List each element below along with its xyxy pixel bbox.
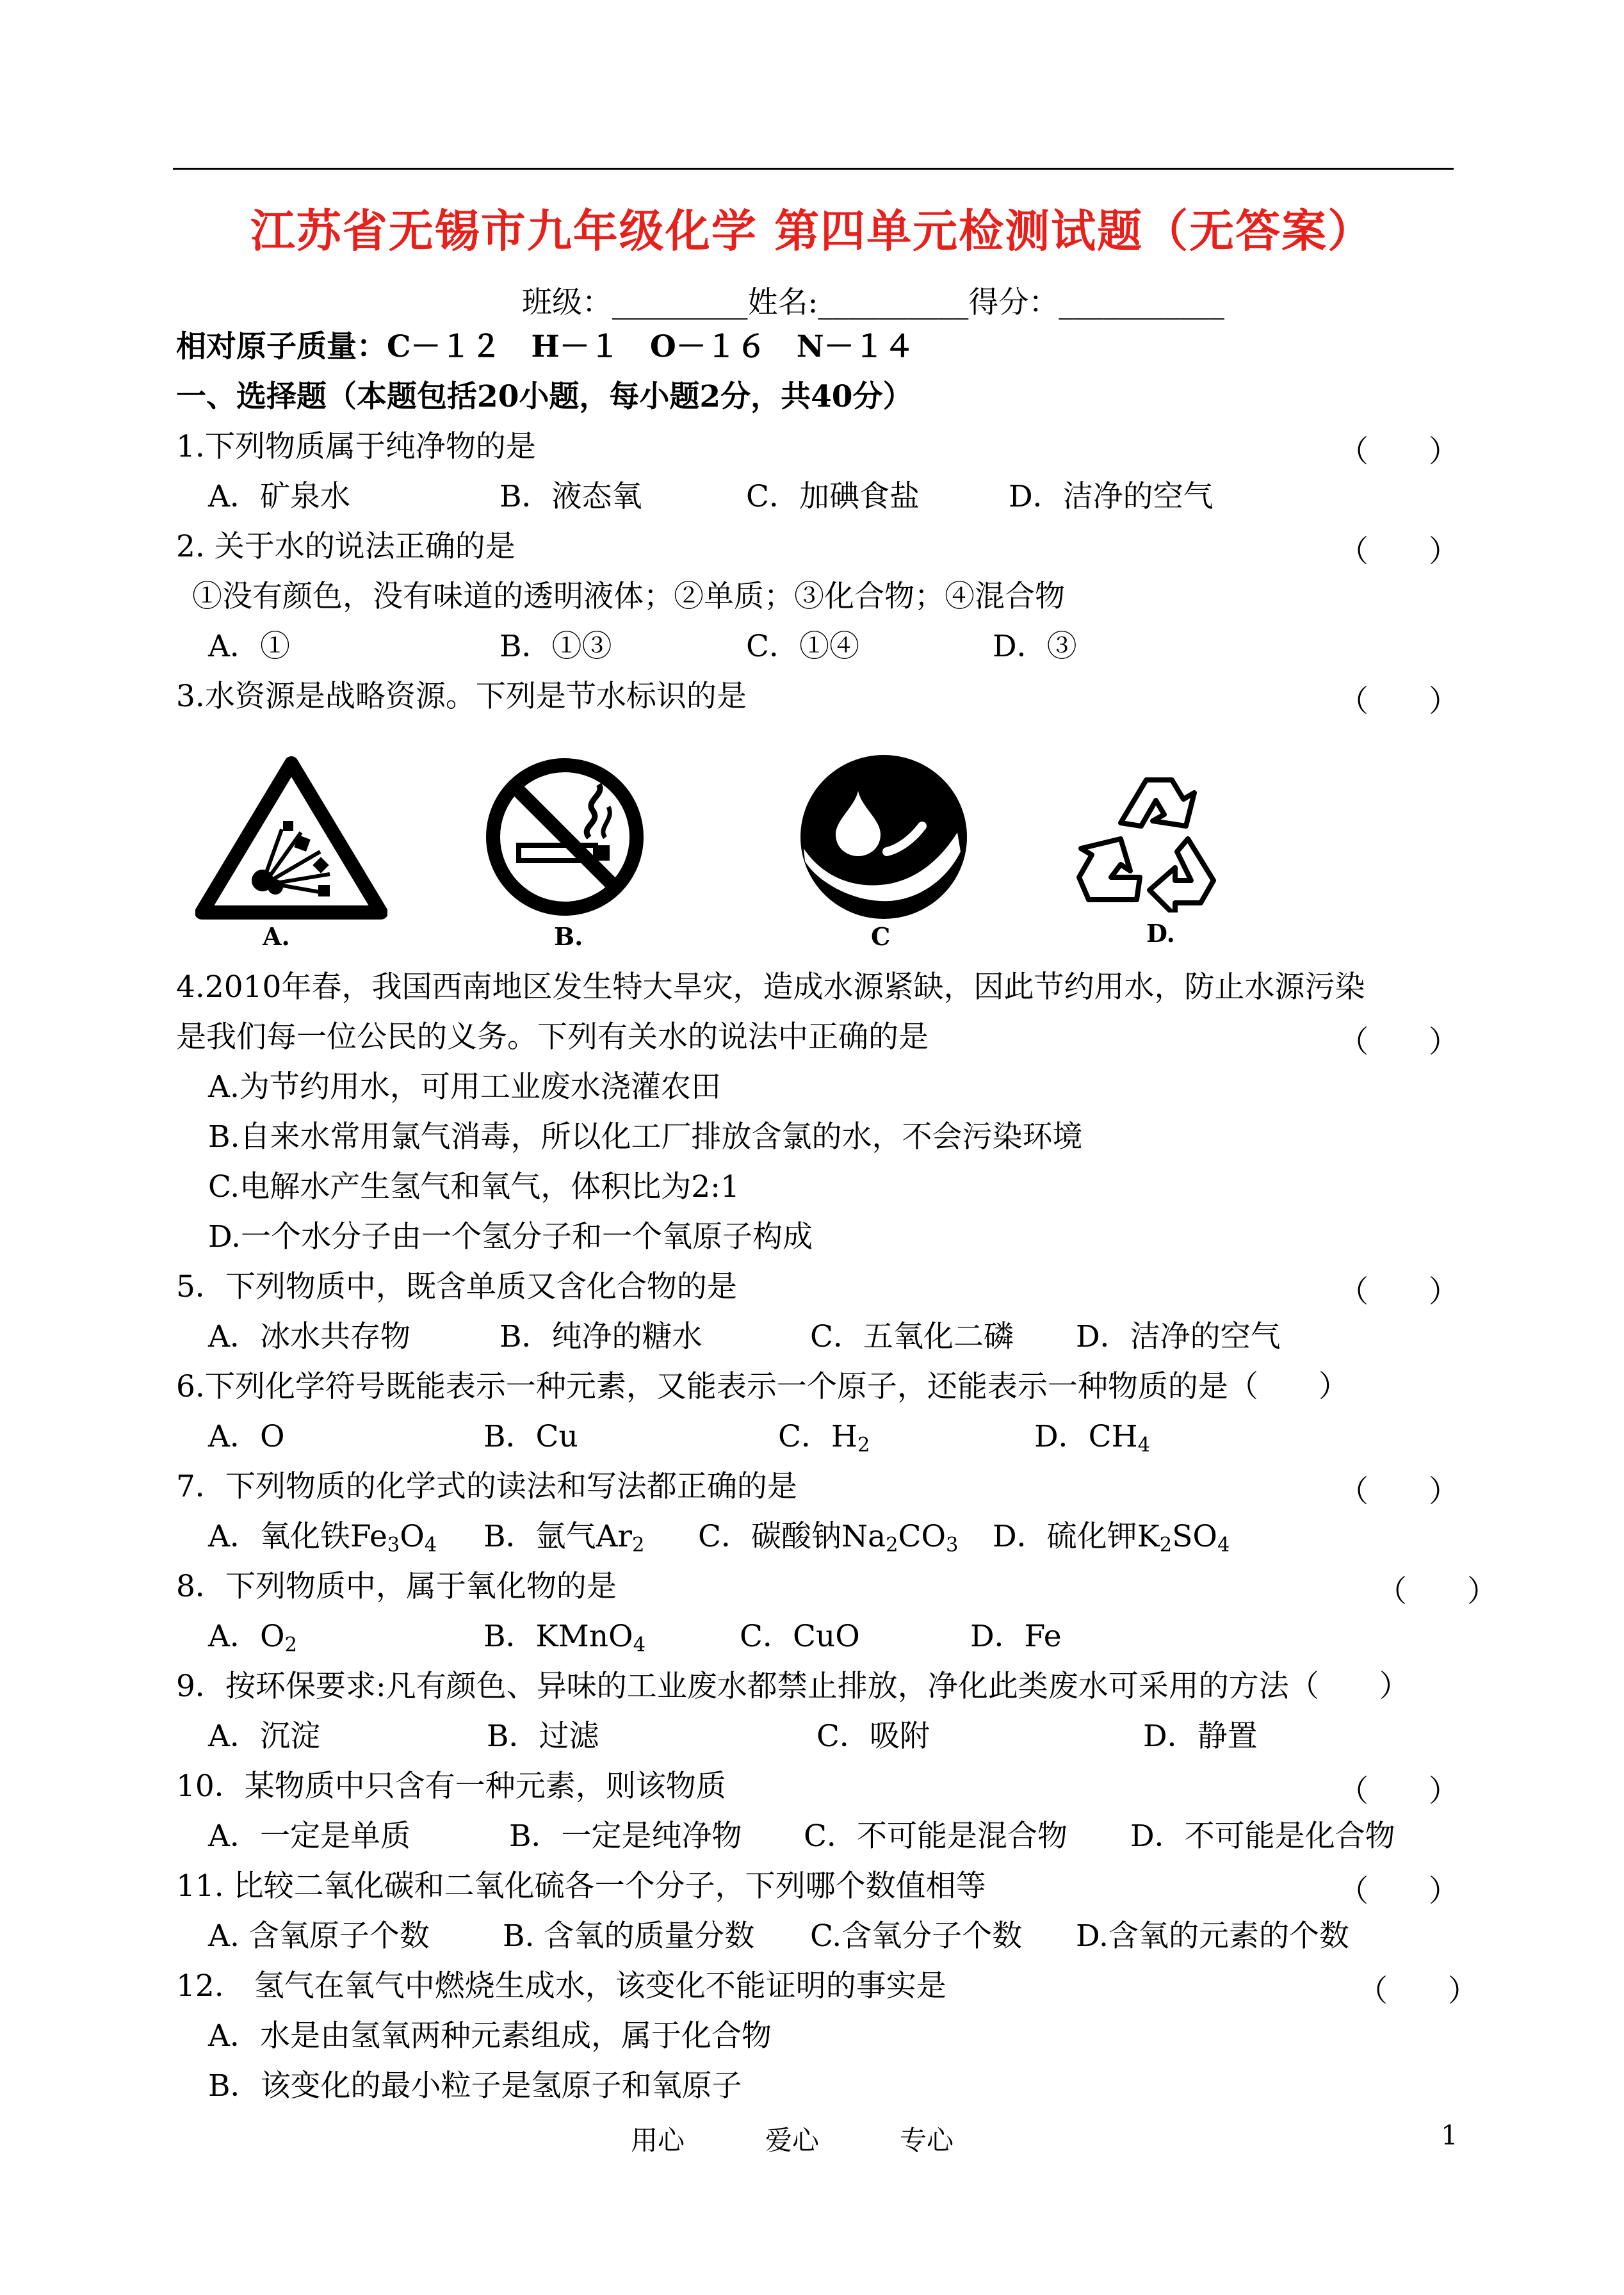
q9-option-c: C．吸附	[816, 1719, 930, 1754]
q1-option-b: B．液态氧	[499, 479, 642, 514]
q2-option-a: A．①	[208, 629, 290, 664]
q6-option-d: D．$CH_4$	[1034, 1419, 1151, 1457]
question-1-stem: 1.下列物质属于纯净物的是	[176, 429, 536, 464]
q6-option-c: C．$H_2$	[778, 1419, 870, 1457]
question-6-stem: 6.下列化学符号既能表示一种元素，又能表示一个原子，还能表示一种物质的是（ ）	[176, 1369, 1349, 1404]
q7-option-a: A．氧化铁$Fe_3O_4$	[208, 1519, 437, 1557]
answer-paren: （ ）	[1338, 1474, 1459, 1509]
question-8-stem: 8．下列物质中，属于氧化物的是	[176, 1569, 617, 1604]
answer-paren: （ ）	[1338, 1274, 1459, 1310]
answer-paren: （ ）	[1338, 684, 1459, 719]
q12-option-b: B．该变化的最小粒子是氢原子和氧原子	[208, 2068, 742, 2104]
q4-option-d: D.一个水分子由一个氢分子和一个氧原子构成	[208, 1219, 813, 1254]
q1-option-d: D．洁净的空气	[1009, 479, 1214, 514]
q12-option-a: A．水是由氢氧两种元素组成，属于化合物	[208, 2018, 772, 2054]
q8-option-b: B．KMnO$_4$	[483, 1619, 646, 1657]
question-2-stem: 2. 关于水的说法正确的是	[176, 529, 516, 564]
question-10-stem: 10．某物质中只含有一种元素，则该物质	[176, 1769, 726, 1804]
no-smoking-sign	[483, 756, 647, 919]
q10-option-c: C．不可能是混合物	[804, 1819, 1068, 1854]
page-number: 1	[1441, 2120, 1458, 2151]
q2-option-d: D．③	[993, 629, 1077, 664]
q9-option-b: B．过滤	[487, 1719, 599, 1754]
student-info-line: 班级：_________姓名:__________得分：___________	[522, 285, 1224, 320]
q4-option-c: C.电解水产生氢气和氧气，体积比为2:1	[208, 1169, 740, 1204]
q2-option-c: C．①④	[746, 629, 859, 664]
question-4-stem-line2: 是我们每一位公民的义务。下列有关水的说法中正确的是	[176, 1019, 929, 1055]
q6-option-a: A．O	[208, 1419, 285, 1454]
q9-option-d: D．静置	[1143, 1719, 1258, 1754]
figure-label-d: D.	[1146, 919, 1175, 948]
q10-option-d: D．不可能是化合物	[1130, 1819, 1395, 1854]
q4-option-b: B.自来水常用氯气消毒，所以化工厂排放含氯的水，不会污染环境	[208, 1119, 1083, 1155]
answer-paren: （ ）	[1338, 1874, 1459, 1909]
q5-option-d: D．洁净的空气	[1076, 1319, 1281, 1354]
answer-paren: （ ）	[1377, 1574, 1497, 1609]
q11-option-c: C.含氧分子个数	[810, 1918, 1023, 1954]
answer-paren: （ ）	[1358, 1974, 1478, 2009]
q8-option-a: A．$O_2$	[208, 1619, 297, 1657]
q2-note: ①没有颜色，没有味道的透明液体；②单质；③化合物；④混合物	[192, 579, 1065, 614]
q6-option-b: B．Cu	[483, 1419, 578, 1454]
figure-label-a: A.	[263, 922, 290, 951]
q9-option-a: A．沉淀	[208, 1719, 320, 1754]
question-12-stem: 12. 氢气在氧气中燃烧生成水，该变化不能证明的事实是	[176, 1968, 946, 2004]
q5-option-a: A．冰水共存物	[208, 1319, 410, 1354]
q4-option-a: A.为节约用水，可用工业废水浇灌农田	[208, 1069, 721, 1105]
q11-option-a: A. 含氧原子个数	[208, 1918, 430, 1954]
atomic-mass-line: 相对原子质量：C－１２ H－１ O－１６ N－１４	[176, 329, 914, 364]
q1-option-a: A．矿泉水	[208, 479, 350, 514]
q7-option-b: B．氩气$Ar_2$	[483, 1519, 645, 1557]
figure-label-b: B.	[554, 922, 583, 951]
q2-option-b: B．①③	[499, 629, 612, 664]
question-4-stem-line1: 4.2010年春，我国西南地区发生特大旱灾，造成水源紧缺，因此节约用水，防止水源污染	[176, 969, 1365, 1005]
question-5-stem: 5．下列物质中，既含单质又含化合物的是	[176, 1269, 737, 1304]
header-rule	[173, 168, 1454, 170]
q8-option-c: C．CuO	[740, 1619, 860, 1654]
q5-option-c: C．五氧化二磷	[810, 1319, 1014, 1354]
question-11-stem: 11. 比较二氧化碳和二氧化硫各一个分子，下列哪个数值相等	[176, 1869, 986, 1904]
q10-option-a: A．一定是单质	[208, 1819, 410, 1854]
q1-option-c: C．加碘食盐	[746, 479, 920, 514]
question-7-stem: 7．下列物质的化学式的读法和写法都正确的是	[176, 1469, 797, 1504]
question-3-stem: 3.水资源是战略资源。下列是节水标识的是	[176, 679, 747, 714]
q11-option-b: B. 含氧的质量分数	[503, 1918, 755, 1954]
q7-option-c: C．碳酸钠$Na_2CO_3$	[698, 1519, 959, 1557]
section-heading: 一、选择题（本题包括20小题，每小题2分，共40分）	[176, 379, 913, 414]
q7-option-d: D．硫化钾$K_2SO_4$	[993, 1519, 1230, 1557]
recycling-sign	[1076, 762, 1233, 912]
answer-paren: （ ）	[1338, 1774, 1459, 1809]
q8-option-d: D．Fe	[970, 1619, 1062, 1654]
question-9-stem: 9．按环保要求:凡有颜色、异味的工业废水都禁止排放，净化此类废水可采用的方法（ ）	[176, 1669, 1409, 1704]
q5-option-b: B．纯净的糖水	[499, 1319, 702, 1354]
water-saving-sign	[797, 752, 970, 922]
answer-paren: （ ）	[1338, 1025, 1459, 1060]
footer-motto: 用心 爱心 专心	[631, 2125, 954, 2156]
answer-paren: （ ）	[1338, 434, 1459, 469]
explosive-hazard-sign	[195, 756, 387, 922]
figure-label-c: C	[871, 922, 891, 951]
q10-option-b: B．一定是纯净物	[509, 1819, 742, 1854]
answer-paren: （ ）	[1338, 534, 1459, 569]
page-title: 江苏省无锡市九年级化学 第四单元检测试题（无答案）	[250, 204, 1374, 257]
q11-option-d: D.含氧的元素的个数	[1076, 1918, 1349, 1954]
